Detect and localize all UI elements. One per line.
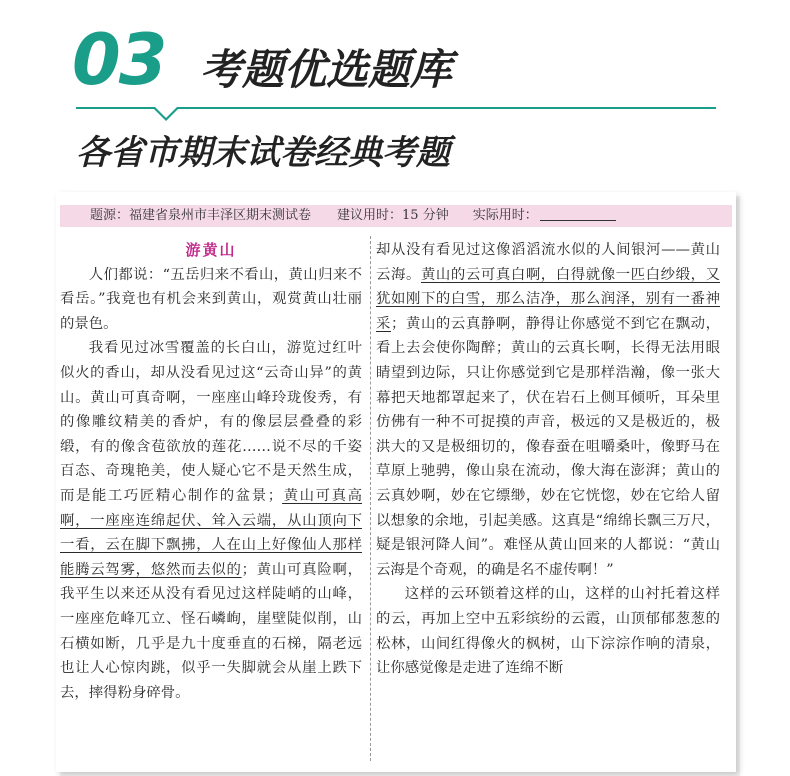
paragraph-3 [376, 238, 720, 582]
paragraph-2-text-a: 我看见过冰雪覆盖的长白山，游览过红叶似火的香山，却从没看见过这“云奇山异”的黄山。黄山可真奇啊，一座座山峰玲珑俊秀，有的像雕纹精美的香炉，有的像层层叠叠的彩缎，有的像含苞欲放的莲花……说不尽的千姿百态、奇瑰艳美，使人疑心它不是天然生成，而是能工巧匠精心制作的盆景； [60, 340, 362, 504]
actual-time-label: 实际用时： [472, 208, 538, 223]
section-title: 考题优选题库 [200, 45, 453, 94]
paragraph-1: 人们都说：“五岳归来不看山，黄山归来不看岳。”我竟也有机会来到黄山，观赏黄山壮丽的景色。 [60, 266, 362, 332]
paragraph-2-text-b: ；黄山可真险啊，我平生以来还从没有看见过这样陡峭的山峰，一座座危峰兀立、怪石嶙峋，崖壁陡似削，山石横如断，几乎是九十度垂直的石梯，隔老远也让人心惊肉跳，似乎一失脚就会从崖上跌下去，摔得粉身碎骨。 [60, 561, 362, 701]
source-label: 题源：福建省泉州市丰泽区期末测试卷 [90, 208, 312, 223]
article-title: 游黄山 [185, 241, 237, 259]
suggested-time-label: 建议用时：15 分钟 [337, 208, 449, 223]
paragraph-3-text-b: ；黄山的云真静啊，静得让你感觉不到它在飘动，看上去会使你陶醉；黄山的云真长啊，长得无法用眼睛望到边际，只让你感觉到它是那样浩瀚，像一张大幕把天地都罩起来了，伏在岩石上侧耳倾听，耳朵里仿佛有一种不可捉摸的声音，极远的又是极近的，极洪大的又是极细切的，像春蚕在咀嚼桑叶，像野马在草原上驰骋，像山泉在流动，像大海在澎湃；黄山的云真妙啊，妙在它缥缈，妙在它恍惚，妙在它给人留以想象的余地，引起美感。这真是“绵绵长飘三万尺，疑是银河降人间”。难怪从黄山回来的人都说：“黄山云海是个奇观，的确是名不虚传啊！” [376, 315, 720, 578]
section-number: 03 [72, 19, 166, 101]
right-column [376, 238, 720, 681]
paragraph-4: 这样的云环锁着这样的山，这样的山衬托着这样的云，再加上空中五彩缤纷的云霞，山顶郁郁葱葱的松林，山间红得像火的枫树，山下淙淙作响的清泉，让你感觉像是走进了连绵不断 [376, 586, 720, 677]
header-notch-inner [155, 107, 177, 118]
column-divider [370, 236, 371, 761]
underlined-sentence-2: 黄山的云可真白啊，白得就像一匹白纱缎，又犹如刚下的白雪，那么洁净，那么润泽，别有一番神采 [376, 266, 720, 332]
left-column [60, 238, 362, 705]
actual-time-field [473, 205, 616, 227]
paragraph-2 [60, 336, 362, 705]
section-subtitle: 各省市期末试卷经典考题 [76, 133, 450, 173]
actual-time-blank [540, 206, 616, 221]
underlined-sentence-1: 黄山可真高啊，一座座连绵起伏、耸入云端，从山顶向下一看，云在脚下飘拂，人在山上好像仙人那样能腾云驾雾，悠然而去似的 [60, 487, 362, 578]
paragraph-3-text-a: 却从没有看见过这像滔滔流水似的人间银河——黄山云海。 [376, 242, 720, 283]
info-bar [60, 205, 732, 227]
